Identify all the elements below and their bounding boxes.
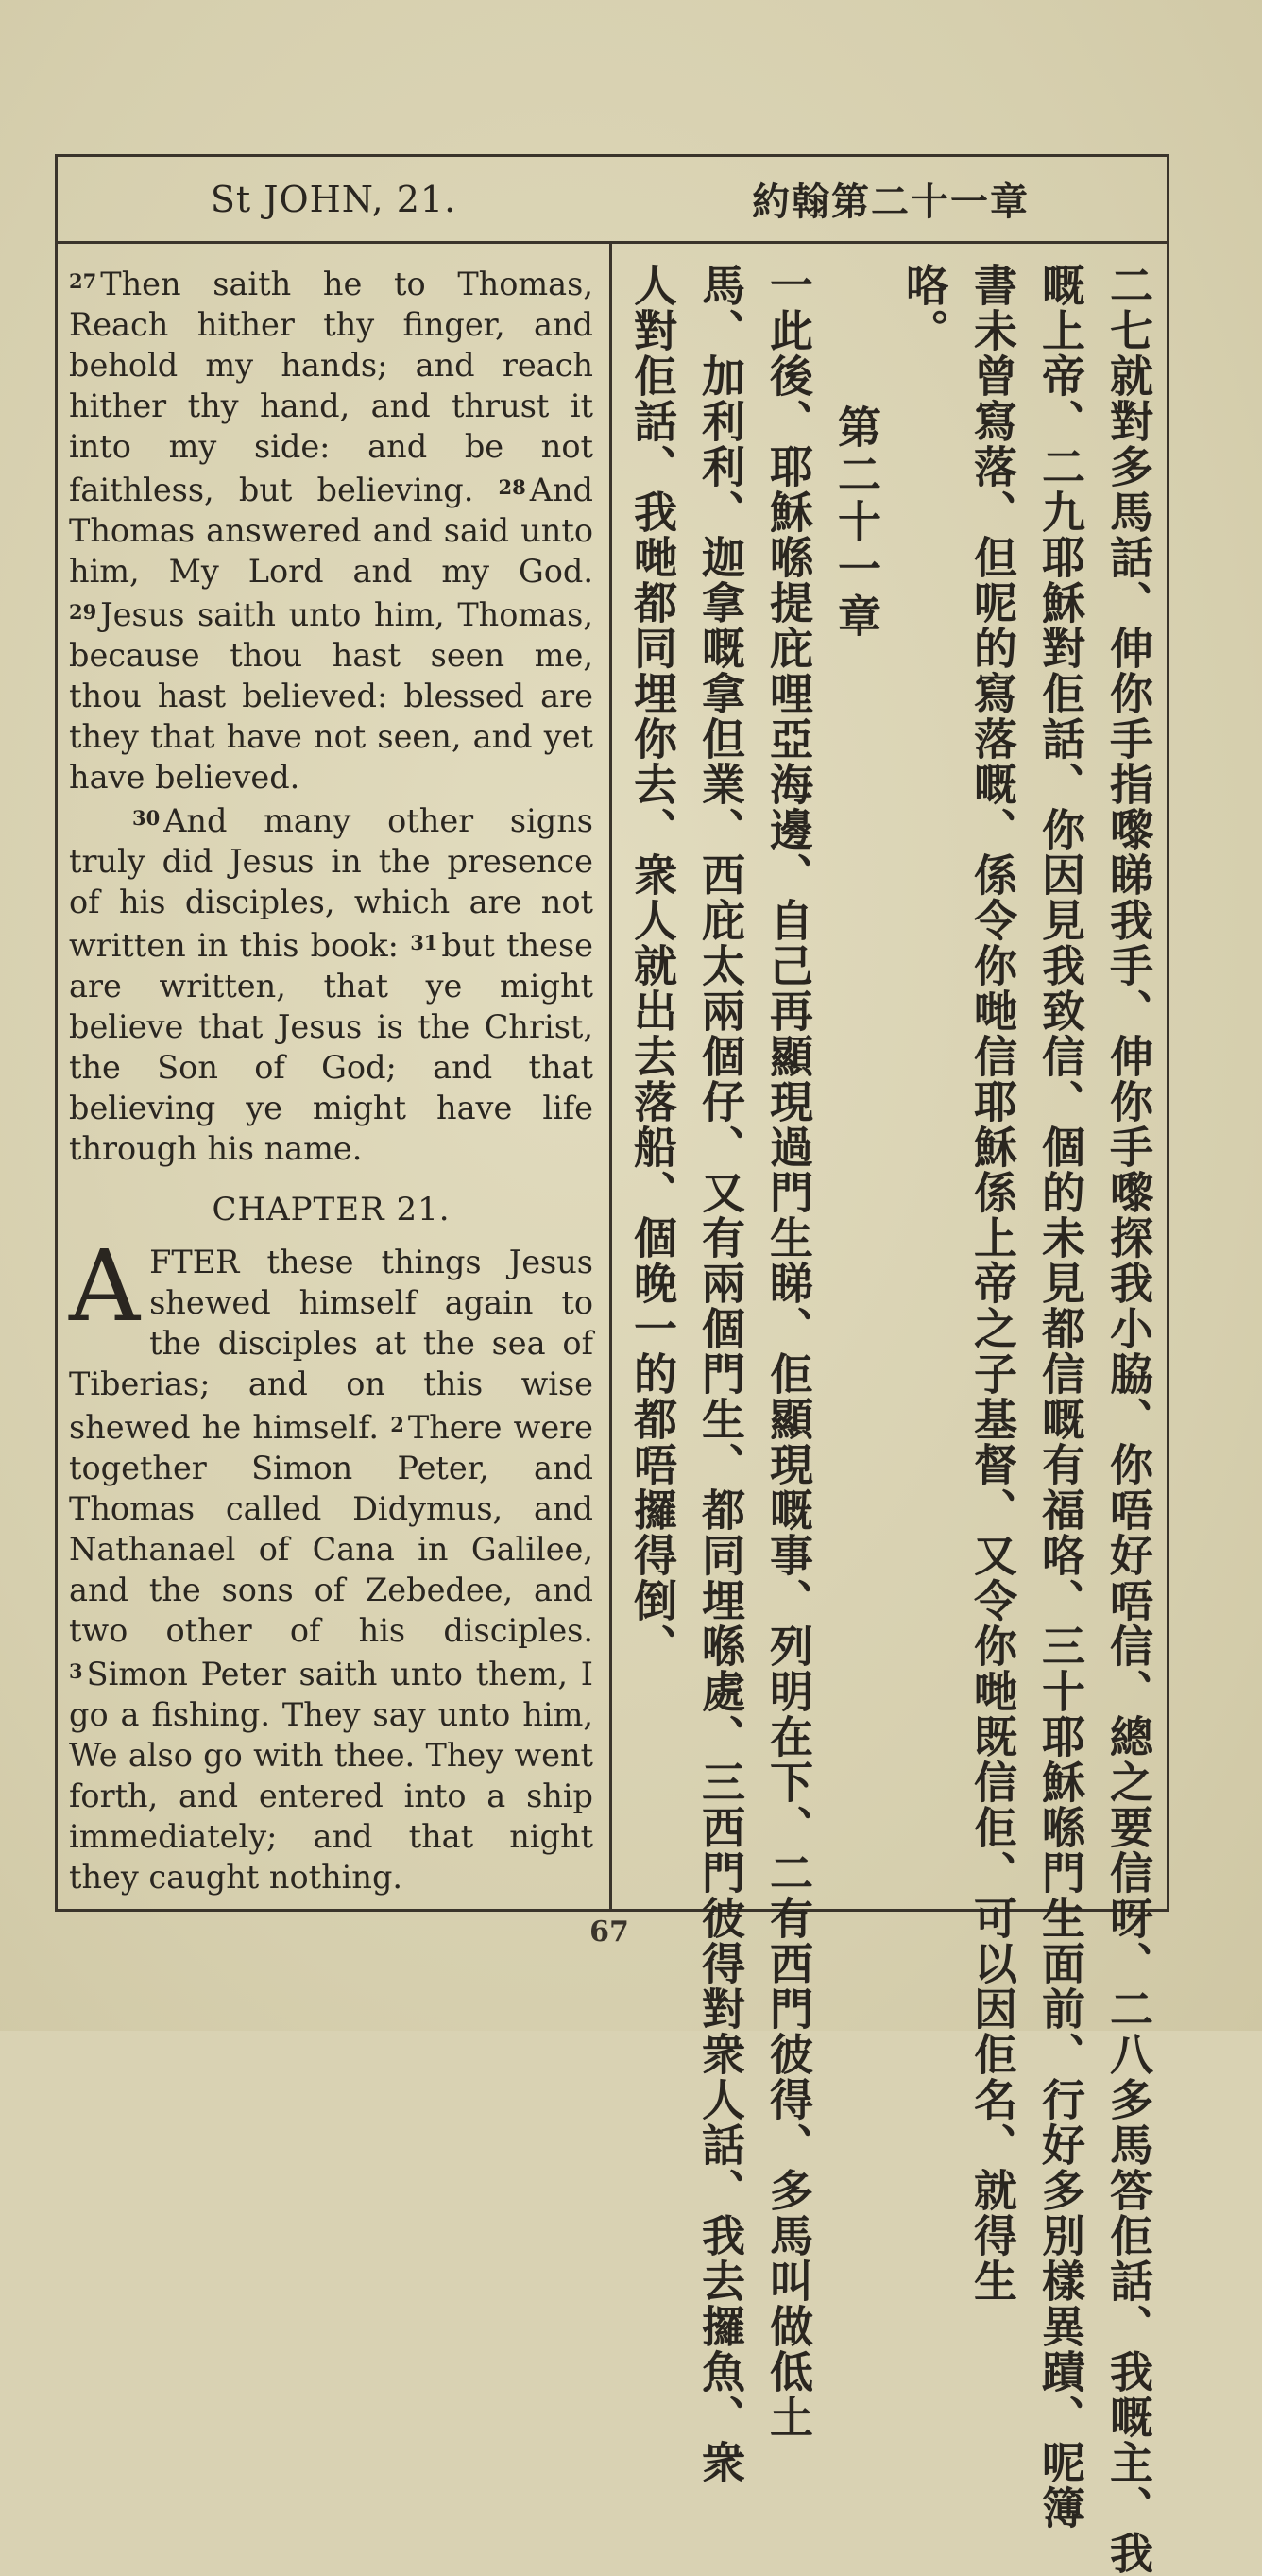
header-title-english: St JOHN, 21. [210, 178, 457, 220]
verse-number: 3 [69, 1659, 83, 1683]
chinese-column [624, 263, 1163, 2576]
english-paragraph-1 [69, 261, 593, 798]
verse-number: 31 [410, 931, 438, 954]
chinese-line: 馬、加利利、迦拿嘅拿但業、西庇太兩個仔、又有兩個門生、都同埋喺處、三西門彼得對衆人話、我去攞魚、衆 [695, 263, 746, 2485]
verse-number: 2 [390, 1413, 404, 1436]
english-paragraph-3 [69, 1228, 593, 1898]
verse-text: Then saith he to Thomas, Reach hither thy finger, and behold my hands; and reach hither thy hand, and thrust it into my side: and be not faithless, but believing. [69, 266, 593, 508]
running-header [58, 157, 1167, 244]
english-paragraph-2 [69, 798, 593, 1169]
page-number: 67 [589, 1915, 629, 1949]
verse-text: but these are written, that ye might believe that Jesus is the Christ, the Son of God; and that believing ye might have life through his name. [69, 927, 593, 1167]
chinese-line: 二七就對多馬話、伸你手指嚟睇我手、伸你手嚟探我小脇、你唔好唔信、總之要信呀、二八多馬答佢話、我嘅主、我 [1103, 263, 1154, 2576]
verse-text: There were together Simon Peter, and Thomas called Didymus, and Nathanael of Cana in Galilee, and the sons of Zebedee, and two other of his disciples. [69, 1409, 593, 1649]
header-title-chinese: 約翰第二十一章 [752, 180, 1030, 224]
verse-text: FTER these things Jesus shewed himself again to the disciples at the sea of Tiberias; and on this wise shewed he himself. [69, 1244, 593, 1446]
english-column [69, 261, 593, 1896]
chinese-line: 嘅上帝、二九耶穌對佢話、你因見我致信、個的未見都信嘅有福咯、三十耶穌喺門生面前、行好多別樣異蹟、呢簿 [1035, 263, 1086, 2531]
chinese-line: 一此後、耶穌喺提庇哩亞海邊、自己再顯現過門生睇、佢顯現嘅事、列明在下、二有西門彼得、多馬叫做低土 [763, 263, 814, 2440]
chinese-line: 咯。 [899, 263, 950, 353]
chinese-line: 書未曾寫落、但呢的寫落嘅、係令你哋信耶穌係上帝之子基督、又令你哋既信佢、可以因佢名、就得生 [967, 263, 1018, 2304]
verse-text: Simon Peter saith unto them, I go a fishing. They say unto him, We also go with thee. They went forth, and entered into a ship immediately; and that night they caught nothing. [69, 1656, 593, 1896]
verse-text: And Thomas answered and said unto him, My Lord and my God. [69, 472, 593, 590]
column-divider [609, 244, 612, 1912]
verse-number: 28 [498, 475, 526, 499]
verse-text: And many other signs truly did Jesus in the presence of his disciples, which are not written in this book: [69, 802, 593, 964]
chapter-heading-chinese: 第二十一章 [831, 404, 882, 641]
verse-number: 27 [69, 269, 97, 293]
verse-number: 29 [69, 600, 97, 624]
chinese-line: 人對佢話、我哋都同埋你去、衆人就出去落船、個晚一的都唔攞得倒、 [627, 263, 678, 1669]
verse-text: Jesus saith unto him, Thomas, because thou hast seen me, thou hast believed: blessed are they that have not seen, and yet have believed. [69, 596, 593, 796]
drop-cap: A [69, 1228, 141, 1344]
verse-number: 30 [132, 806, 161, 830]
chapter-heading-english: CHAPTER 21. [212, 1191, 451, 1228]
